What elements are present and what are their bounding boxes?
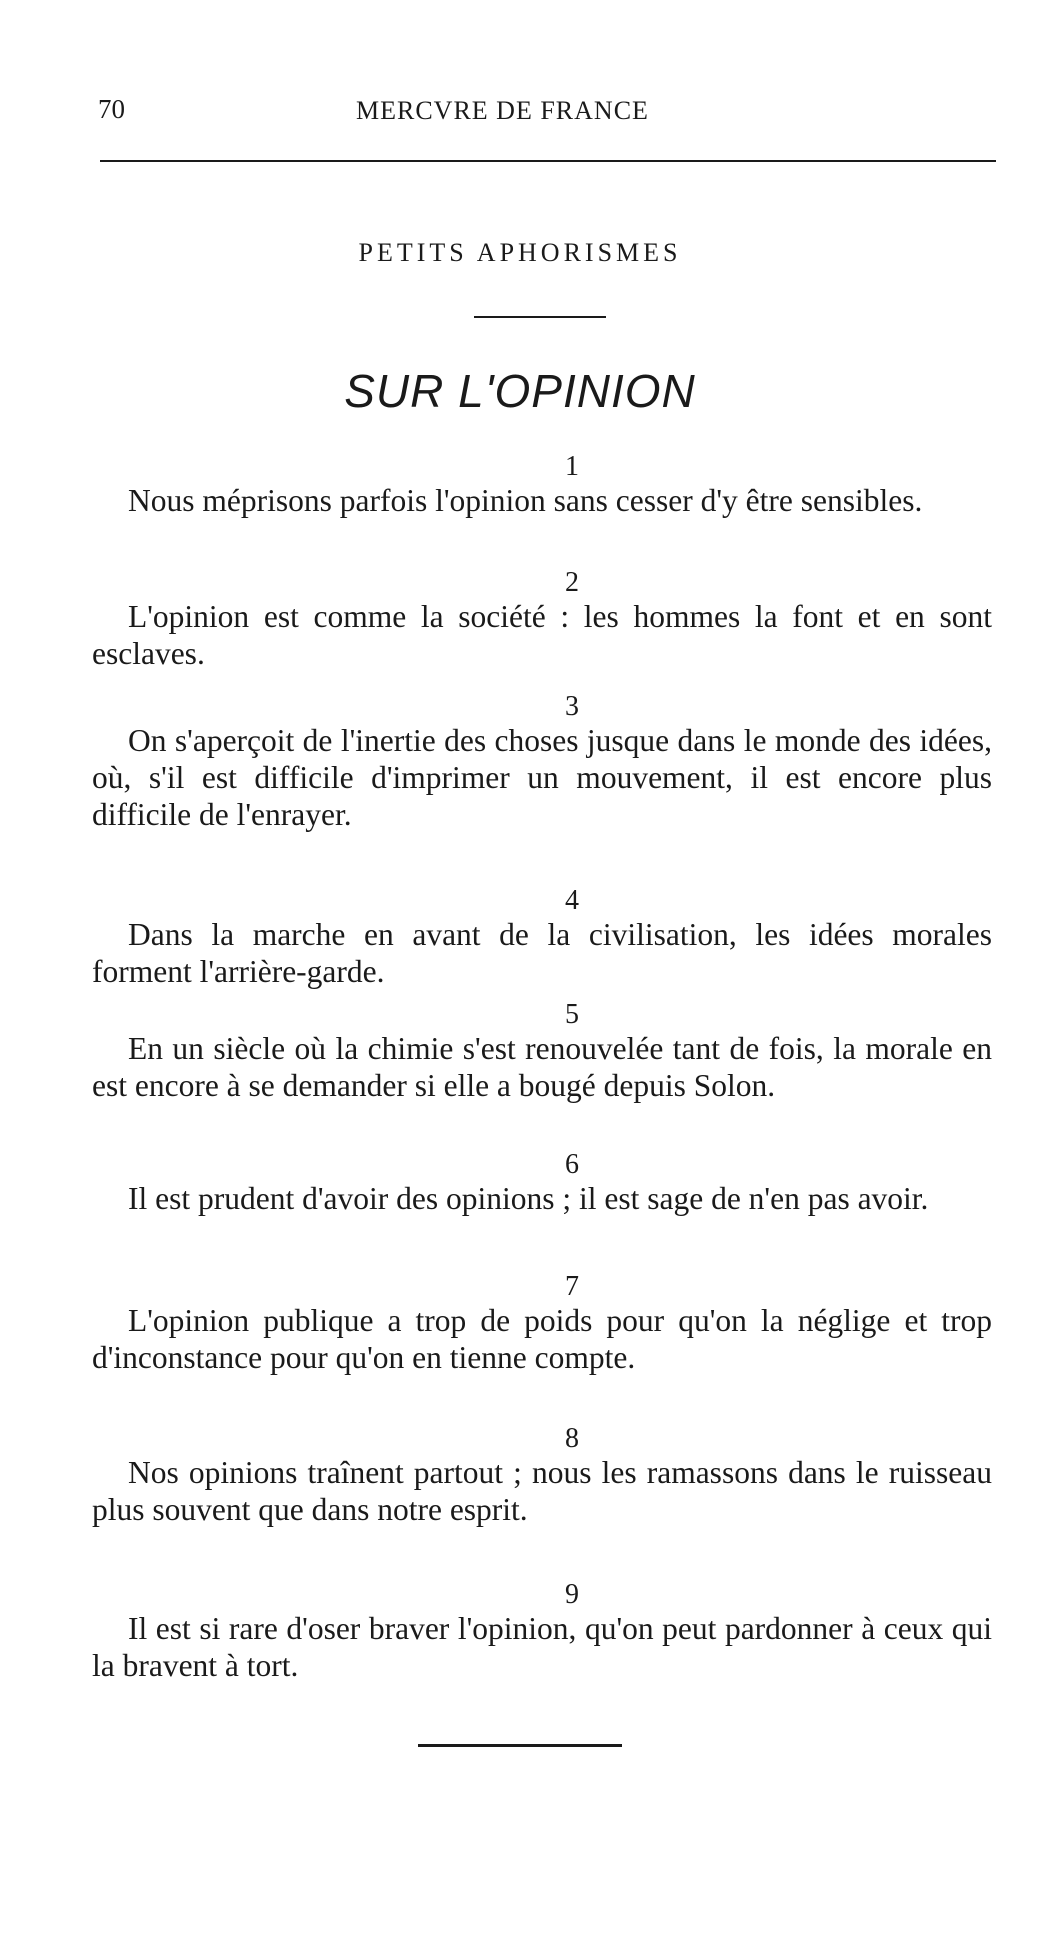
aphorism-8 xyxy=(92,1424,992,1528)
aphorism-7 xyxy=(92,1272,992,1376)
aphorism-text: L'opinion est comme la société : les hommes la font et en sont esclaves. xyxy=(92,599,992,671)
running-head xyxy=(98,94,998,134)
aphorism-text: En un siècle où la chimie s'est renouvelée tant de fois, la morale en est encore à se demander si elle a bougé depuis Solon. xyxy=(92,1031,992,1103)
aphorism-text: Nos opinions traînent partout ; nous les ramassons dans le ruisseau plus souvent que dans notre esprit. xyxy=(92,1455,992,1527)
aphorism-number: 9 xyxy=(565,1579,579,1610)
aphorism-5 xyxy=(92,1000,992,1104)
aphorism-number: 6 xyxy=(565,1149,579,1180)
end-rule xyxy=(418,1744,622,1747)
section-title: PETITS APHORISMES xyxy=(358,238,682,267)
aphorism-4 xyxy=(92,886,992,990)
aphorism-6 xyxy=(92,1150,992,1217)
aphorism-text: Nous méprisons parfois l'opinion sans cesser d'y être sensibles. xyxy=(128,483,923,518)
aphorism-text: Il est si rare d'oser braver l'opinion, qu'on peut pardonner à ceux qui la bravent à tort. xyxy=(92,1611,992,1683)
header-rule xyxy=(100,160,996,162)
aphorism-text: On s'aperçoit de l'inertie des choses jusque dans le monde des idées, où, s'il est difficile d'imprimer un mouvement, il est encore plus difficile de l'enrayer. xyxy=(92,723,992,832)
aphorism-1 xyxy=(92,452,992,519)
title-rule xyxy=(474,316,606,318)
aphorism-number: 7 xyxy=(565,1271,579,1302)
article-title: SUR L'OPINION xyxy=(344,365,696,417)
journal-title: MERCVRE DE FRANCE xyxy=(356,96,649,125)
aphorism-text: Dans la marche en avant de la civilisation, les idées morales forment l'arrière-garde. xyxy=(92,917,992,989)
aphorism-number: 8 xyxy=(565,1423,579,1454)
aphorism-number: 5 xyxy=(565,999,579,1030)
aphorism-text: L'opinion publique a trop de poids pour qu'on la néglige et trop d'inconstance pour qu'on en tienne compte. xyxy=(92,1303,992,1375)
aphorism-3 xyxy=(92,692,992,833)
aphorism-text: Il est prudent d'avoir des opinions ; il est sage de n'en pas avoir. xyxy=(128,1181,929,1216)
aphorism-number: 3 xyxy=(565,691,579,722)
aphorism-number: 4 xyxy=(565,885,579,916)
aphorism-number: 2 xyxy=(565,567,579,598)
aphorism-number: 1 xyxy=(565,451,579,482)
page-number: 70 xyxy=(98,94,125,124)
aphorism-9 xyxy=(92,1580,992,1684)
aphorism-2 xyxy=(92,568,992,672)
